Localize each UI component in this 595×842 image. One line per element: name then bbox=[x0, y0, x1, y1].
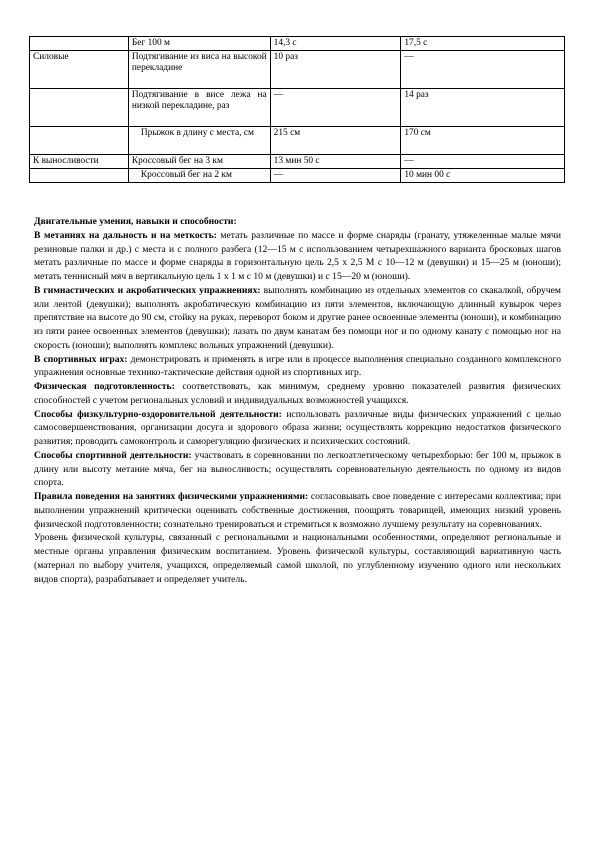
table-cell-girls: — bbox=[401, 51, 565, 89]
table-cell-boys: — bbox=[270, 89, 401, 127]
table-cell-category bbox=[30, 89, 129, 127]
table-row bbox=[30, 89, 565, 127]
table-cell-girls: — bbox=[401, 155, 565, 169]
paragraph-lead: Способы физкультурно-оздоровительной деятельности: bbox=[34, 408, 282, 420]
paragraph-lead: Физическая подготовленность: bbox=[34, 381, 175, 392]
paragraph-body: использовать различные виды физических упражнений с целью самосовершенствования, организации досуга и здорового образа жизни; осуществлять коррекцию недостатков физического развития; проводить самоконтроль и саморегуляцию физических и психических состояний. bbox=[34, 408, 561, 447]
paragraph-body: соответствовать, как минимум, среднему уровню показателей развития физических способностей с учетом региональных условий и индивидуальных возможностей учащихся. bbox=[34, 381, 561, 406]
sport-activity-paragraph bbox=[34, 449, 561, 490]
table-cell-girls: 10 мин 00 с bbox=[401, 169, 565, 183]
paragraph-lead: В метаниях на дальность и на меткость: bbox=[34, 229, 217, 241]
table-cell-category: К выносливости bbox=[30, 155, 129, 169]
motor-skills-heading: Двигательные умения, навыки и способности: bbox=[34, 216, 237, 227]
table-cell-boys: 13 мин 50 с bbox=[270, 155, 401, 169]
norms-table bbox=[29, 36, 565, 183]
table-cell-boys: 215 см bbox=[270, 127, 401, 155]
table-row bbox=[30, 127, 565, 155]
table-cell-category bbox=[30, 169, 129, 183]
table-cell-boys: — bbox=[270, 169, 401, 183]
paragraph-body: демонстрировать и применять в игре или в процессе выполнения специально созданного комплексного упражнения основные технико-тактические действия одной из спортивных игр. bbox=[34, 353, 562, 379]
table-cell-boys: 14,3 с bbox=[270, 37, 401, 51]
physical-fitness-paragraph bbox=[34, 380, 561, 408]
table-cell-exercise: Кроссовый бег на 3 км bbox=[128, 155, 270, 169]
table-cell-exercise: Подтягивание в висе лежа на низкой перекладине, раз bbox=[128, 89, 270, 127]
table-row bbox=[30, 155, 565, 169]
table-cell-exercise: Кроссовый бег на 2 км bbox=[128, 169, 270, 183]
paragraph-lead: Способы спортивной деятельности: bbox=[34, 449, 192, 461]
table-cell-girls: 17,5 с bbox=[401, 37, 565, 51]
table-cell-exercise: Подтягивание из виса на высокой перекладине bbox=[128, 51, 270, 89]
paragraph-lead: В спортивных играх: bbox=[34, 353, 128, 365]
table-row bbox=[30, 37, 565, 51]
behavior-rules-paragraph bbox=[34, 490, 561, 531]
table-row bbox=[30, 51, 565, 89]
body-text bbox=[34, 215, 561, 586]
paragraph-body: согласовывать свое поведение с интересами коллектива; при выполнении упражнений критически оценивать собственные достижения, поощрять товарищей, имеющих низкий уровень физической подготовленности; сознательно тренироваться и стремиться к возможно лучшему результату на соревнованиях. bbox=[34, 491, 561, 530]
paragraph-lead: Правила поведения на занятиях физическими упражнениями: bbox=[34, 491, 309, 502]
paragraph-body: участвовать в соревновании по легкоатлетическому четырехборью: бег 100 м, прыжок в длину или высоту метание мяча, бег на выносливость; осуществлять соревновательную деятельность по одному из видов спорта. bbox=[34, 449, 562, 489]
table-cell-girls: 14 раз bbox=[401, 89, 565, 127]
health-methods-paragraph bbox=[34, 408, 561, 449]
table-cell-exercise: Бег 100 м bbox=[128, 37, 270, 51]
table-row bbox=[30, 169, 565, 183]
paragraph-lead: В гимнастических и акробатических упражнениях: bbox=[34, 284, 261, 296]
table-cell-category bbox=[30, 37, 129, 51]
paragraph-body: метать различные по массе и форме снаряды (гранату, утяжеленные малые мячи резиновые палки и др.) с места и с полного разбега (12—15 м с использованием четырехшажного варианта бросковых шагов метать различные по массе и форме снаряды в горизонтальную цель 2,5 х 2,5 М с 10—12 м (девушки) и 15—25 м (юноши); метать теннисный мяч в вертикальную цель 1 х 1 м с 10 м (девушки) и с 15—20 м (юноши). bbox=[34, 229, 561, 282]
paragraph-body: выполнять комбинацию из отдельных элементов со скакалкой, обручем или лентой (девушки); выполнять акробатическую комбинацию из пяти элементов, включающую длинный кувырок через препятствие на высоте до 90 см, стойку на руках, переворот боком и другие ранее освоенные элементы (юноши), и комбинацию из пяти ранее освоенных элементов (девушки); лазать по двум канатам без помощи ног и по одному канату с помощью ног на скорость (юноши); выполнять комплекс вольных упражнений (девушки). bbox=[34, 284, 561, 351]
sport-games-paragraph bbox=[34, 353, 561, 381]
table-cell-girls: 170 см bbox=[401, 127, 565, 155]
table-cell-exercise: Прыжок в длину с места, см bbox=[128, 127, 270, 155]
final-paragraph: Уровень физической культуры, связанный с региональными и национальными особенностями, определяют региональные и местные органы управления физическим воспитанием. Уровень физической культуры, составляющий вариативную часть (материал по выбору учителя, учащихся, определяемый самой школой, по углубленному изучению одного или нескольких видов спорта), разрабатывает и определяет учитель. bbox=[34, 532, 561, 585]
table-cell-category bbox=[30, 127, 129, 155]
table-cell-boys: 10 раз bbox=[270, 51, 401, 89]
gymnastics-paragraph bbox=[34, 284, 561, 353]
throwing-paragraph bbox=[34, 229, 561, 284]
table-cell-category: Силовые bbox=[30, 51, 129, 89]
